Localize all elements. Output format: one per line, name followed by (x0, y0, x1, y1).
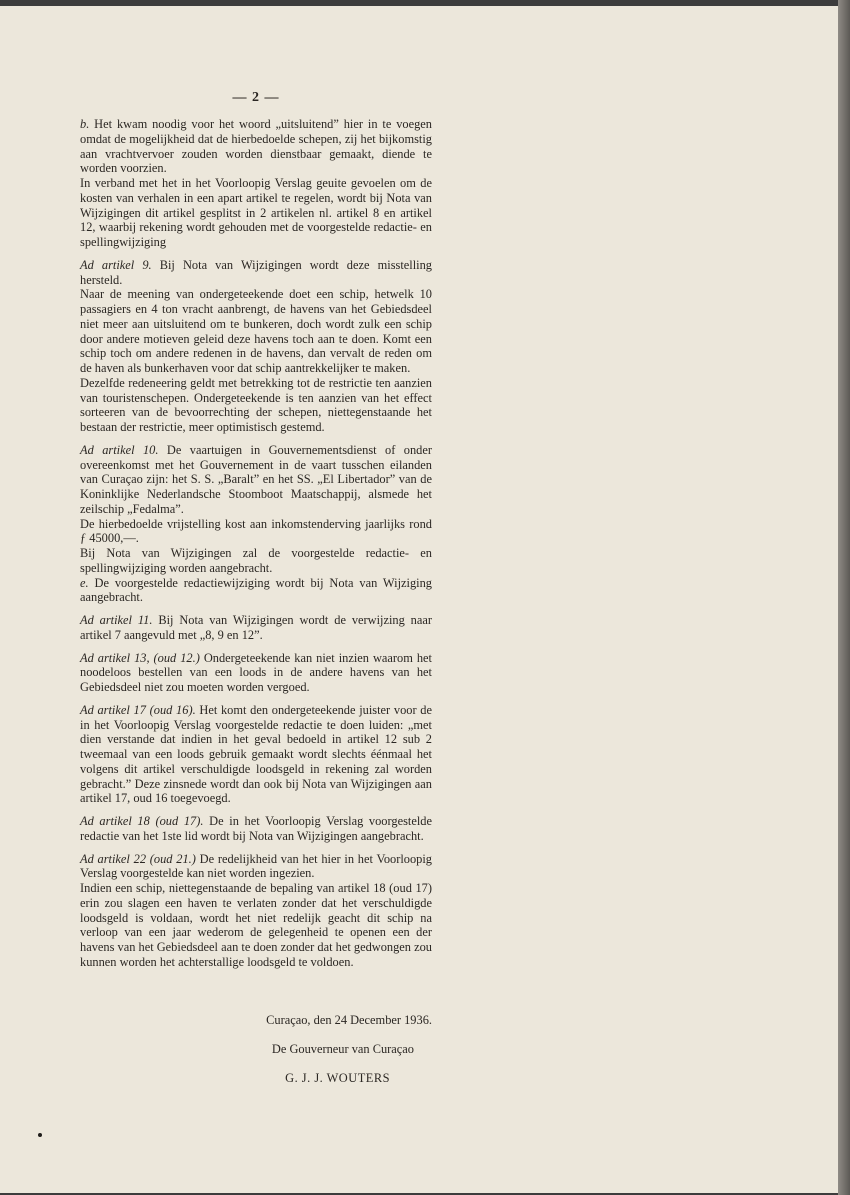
page-edge-shadow (838, 0, 850, 1195)
paragraph-label: b. (80, 117, 90, 131)
paragraph-text: Bij Nota van Wijzigingen zal de voorgestelde redactie- en spellingwijziging worden aangebracht. (80, 546, 432, 575)
paragraph-verband (80, 176, 432, 250)
paragraph-text: Bij Nota van Wijzigingen wordt de verwijzing naar artikel 7 aangevuld met „8, 9 en 12”. (80, 613, 433, 642)
paragraph-label: e. (80, 575, 89, 590)
paragraph-label: Ad artikel 9. (80, 257, 152, 272)
paragraph-label: Ad artikel 18 (oud 17). (80, 814, 204, 828)
paragraph-e (80, 576, 432, 606)
paragraph-artikel-18 (80, 814, 432, 844)
paragraph-artikel-10 (80, 443, 432, 517)
paragraph-text: De hierbedoelde vrijstelling kost aan inkomstenderving jaarlijks rond ƒ 45000,—. (80, 516, 432, 546)
page-number: — 2 — (232, 90, 280, 105)
closing-place-date: Curaçao, den 24 December 1936. (266, 1013, 432, 1027)
paragraph-nota (80, 546, 432, 576)
closing-signatory: G. J. J. WOUTERS (285, 1071, 390, 1085)
paragraph-b (80, 117, 432, 176)
paragraph-label: Ad artikel 11. (80, 613, 153, 627)
paragraph-text: Naar de meening van ondergeteekende doet een schip, hetwelk 10 passagiers en 4 ton vracht aanbrengt, de havens van het Gebiedsdeel niet meer aan uitsluitend om te bunkeren, doch wordt zulk een schip door andere motieven geleid deze havens toch aan te doen. Komt een schip toch om andere redenen in de havens, dan vervalt de reden om de haven als bunkerhaven voor dat schip aantrekkelijker te maken. (80, 287, 432, 375)
paragraph-redeneering (80, 376, 432, 435)
paragraph-text: Ondergeteekende kan niet inzien waarom het noodeloos bestellen van een loods in de andere havens van het Gebiedsdeel niet zou moeten worden vergoed. (80, 650, 432, 694)
paragraph-label: Ad artikel 17 (oud 16). (80, 702, 196, 717)
paragraph-text: Het komt den ondergeteekende juister voor de in het Voorloopig Verslag voorgestelde redactie te doen luiden: „met dien verstande dat indien in het geval bedoeld in artikel 12 sub 2 tweemaal van een loods gebruik gemaakt wordt slechts éénmaal het volgens dit artikel verschuldigde loodsgeld in rekening zal worden gebracht.” Deze zinsnede wordt dan ook bij Nota van Wijzigingen aan artikel 17, oud 16 toegevoegd. (80, 702, 432, 806)
paragraph-indien (80, 881, 432, 970)
ink-dot (38, 1133, 42, 1137)
paragraph-text: In verband met het in het Voorloopig Verslag geuite gevoelen om de kosten van verhalen in een apart artikel te regelen, wordt bij Nota van Wijzigingen dit artikel gesplitst in 2 artikelen nl. artikel 8 en artikel 12, waarbij rekening wordt gehouden met de voorgestelde redactie- en spellingwijziging (80, 176, 432, 249)
paragraph-text: Dezelfde redeneering geldt met betrekking tot de restrictie ten aanzien van touristenschepen. Ondergeteekende is ten aanzien van het effect sorteeren van de bevoorrechting der schepen, niettegenstaande het bestaan der restrictie, meer optimistisch gestemd. (80, 375, 432, 434)
paragraph-text: De voorgestelde redactiewijziging wordt bij Nota van Wijziging aangebracht. (80, 575, 432, 605)
paragraph-meening (80, 287, 432, 376)
paragraph-text: Bij Nota van Wijzigingen wordt deze misstelling hersteld. (80, 257, 432, 287)
paragraph-text: De redelijkheid van het hier in het Voorloopig Verslag voorgestelde kan niet worden ingezien. (80, 851, 433, 881)
paragraph-artikel-17 (80, 703, 432, 806)
document-page (0, 6, 838, 1193)
paragraph-artikel-9 (80, 258, 432, 288)
paragraph-text: De vaartuigen in Gouvernementsdienst of onder overeenkomst met het Gouvernement in de vaart tusschen eilanden van Curaçao zijn: het S. S. „Baralt” en het SS. „El Libertador” van de Koninklijke Nederlandsche Stoomboot Maatschappij, alsmede het zeilschip „Fedalma”. (80, 442, 433, 516)
paragraph-text: Indien een schip, niettegenstaande de bepaling van artikel 18 (oud 17) erin zou slagen een haven te verlaten zonder dat het verschuldigde loodsgeld is voldaan, wordt het niet redelijk geacht dit schip na verloop van een jaar wederom de gelegenheid te openen een der havens van het Gebiedsdeel aan te doen zonder dat het gedwongen zou kunnen worden het achterstallige loodsgeld te voldoen. (80, 881, 432, 969)
paragraph-label: Ad artikel 13, (oud 12.) (80, 650, 200, 665)
closing-title: De Gouverneur van Curaçao (271, 1042, 414, 1056)
paragraph-label: Ad artikel 10. (80, 442, 159, 457)
paragraph-label: Ad artikel 22 (oud 21.) (80, 851, 196, 866)
document-body (80, 117, 432, 970)
paragraph-text: De in het Voorloopig Verslag voorgestelde redactie van het 1ste lid wordt bij Nota van Wijzigingen aangebracht. (80, 814, 433, 843)
paragraph-vrijstelling (80, 517, 432, 547)
paragraph-artikel-11 (80, 613, 432, 643)
paragraph-artikel-22 (80, 852, 432, 882)
paragraph-text: Het kwam noodig voor het woord „uitsluitend” hier in te voegen omdat de mogelijkheid dat de hierbedoelde schepen, zij het bijkomstig aan vrachtvervoer zouden worden dienstbaar gemaakt, diende te worden voorzien. (80, 117, 432, 176)
paragraph-artikel-13 (80, 651, 432, 695)
